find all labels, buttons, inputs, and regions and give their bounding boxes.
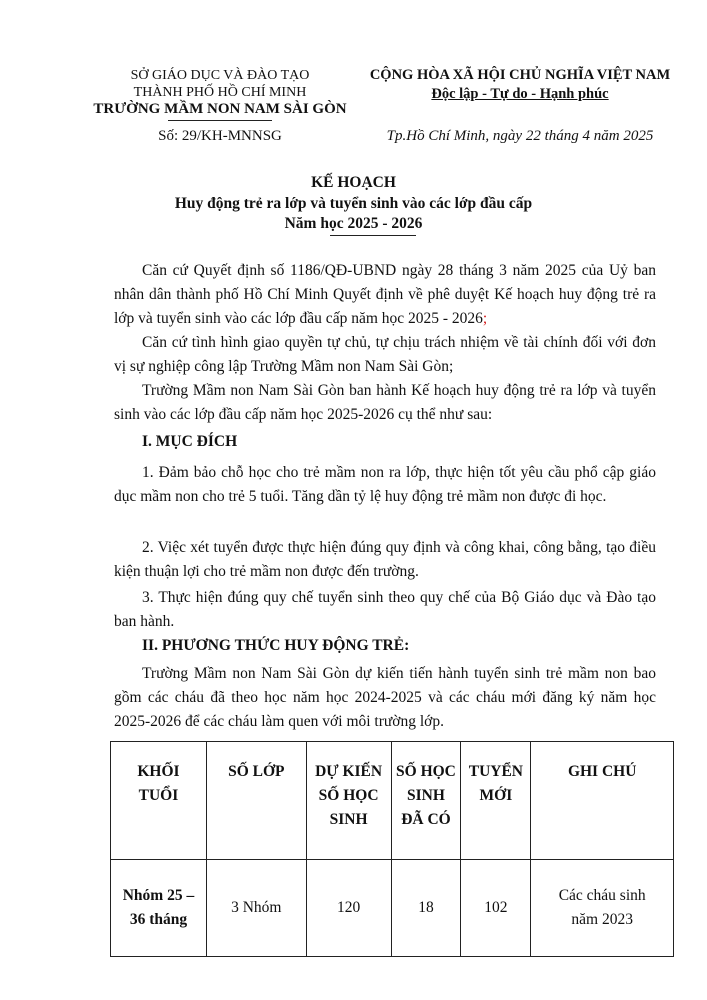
header-new-enrollment: TUYỂN MỚI <box>461 742 531 860</box>
header-notes: GHI CHÚ <box>531 742 674 860</box>
document-title: KẾ HOẠCH <box>311 174 396 191</box>
section-heading-method: II. PHƯƠNG THỨC HUY ĐỘNG TRẺ: <box>142 637 410 654</box>
school-year: Năm học 2025 - 2026 <box>284 215 423 232</box>
cell-expected-students: 120 <box>306 860 391 957</box>
department-name: SỞ GIÁO DỤC VÀ ĐÀO TẠO <box>130 68 310 83</box>
country-name: CỘNG HÒA XÃ HỘI CHỦ NGHĨA VIỆT NAM <box>369 67 671 83</box>
header-class-count: SỐ LỚP <box>206 742 306 860</box>
cell-age-group: Nhóm 25 – 36 tháng <box>111 860 207 957</box>
header-left-underline <box>168 120 272 121</box>
school-name: TRƯỜNG MẦM NON NAM SÀI GÒN <box>93 101 347 117</box>
document-date: Tp.Hồ Chí Minh, ngày 22 tháng 4 năm 2025 <box>386 128 654 144</box>
header-existing-students: SỐ HỌC SINH ĐÃ CÓ <box>391 742 461 860</box>
paragraph-intro: Trường Mầm non Nam Sài Gòn ban hành Kế hoạch huy động trẻ ra lớp và tuyển sinh vào các lớp đầu cấp năm học 2025-2026 cụ thể như sau: <box>114 382 656 423</box>
header-age-group: KHỐI TUỔI <box>111 742 207 860</box>
cell-new-enrollment: 102 <box>461 860 531 957</box>
cell-existing-students: 18 <box>391 860 461 957</box>
document-number: Số: 29/KH-MNNSG <box>158 128 282 144</box>
section-heading-purpose: I. MỤC ĐÍCH <box>142 433 238 450</box>
table-row <box>111 860 674 957</box>
paragraph-legal-basis-1: Căn cứ Quyết định số 1186/QĐ-UBND ngày 28 tháng 3 năm 2025 của Uỷ ban nhân dân thành phố Hồ Chí Minh Quyết định về phê duyệt Kế hoạch huy động trẻ ra lớp và tuyển sinh vào các lớp đầu cấp năm học 2025 - 2026; <box>114 262 656 327</box>
enrollment-table <box>110 741 674 957</box>
table-header-row <box>111 742 674 860</box>
national-motto: Độc lập - Tự do - Hạnh phúc <box>431 86 609 102</box>
cell-notes: Các cháu sinh năm 2023 <box>531 860 674 957</box>
method-paragraph: Trường Mầm non Nam Sài Gòn dự kiến tiến hành tuyển sinh trẻ mầm non bao gồm các cháu đã theo học năm học 2024-2025 và các cháu mới đăng ký năm học 2025-2026 để các cháu làm quen với môi trường lớp. <box>114 665 656 730</box>
city-name: THÀNH PHỐ HỒ CHÍ MINH <box>133 85 307 100</box>
purpose-item-1: 1. Đảm bảo chỗ học cho trẻ mầm non ra lớp, thực hiện tốt yêu cầu phổ cập giáo dục mầm non cho trẻ 5 tuổi. Tăng dần tỷ lệ huy động trẻ mầm non được đi học. <box>114 464 656 505</box>
document-subtitle: Huy động trẻ ra lớp và tuyển sinh vào các lớp đầu cấp <box>174 195 533 212</box>
header-expected-students: DỰ KIẾN SỐ HỌC SINH <box>306 742 391 860</box>
purpose-item-3: 3. Thực hiện đúng quy chế tuyển sinh theo quy chế của Bộ Giáo dục và Đào tạo ban hành. <box>114 589 656 630</box>
title-underline <box>330 235 416 236</box>
purpose-item-2: 2. Việc xét tuyển được thực hiện đúng quy định và công khai, công bằng, tạo điều kiện thuận lợi cho trẻ mầm non được đến trường. <box>114 539 656 580</box>
cell-class-count: 3 Nhóm <box>206 860 306 957</box>
paragraph-legal-basis-2: Căn cứ tình hình giao quyền tự chủ, tự chịu trách nhiệm về tài chính đối với đơn vị sự nghiệp công lập Trường Mầm non Nam Sài Gòn; <box>114 334 656 375</box>
